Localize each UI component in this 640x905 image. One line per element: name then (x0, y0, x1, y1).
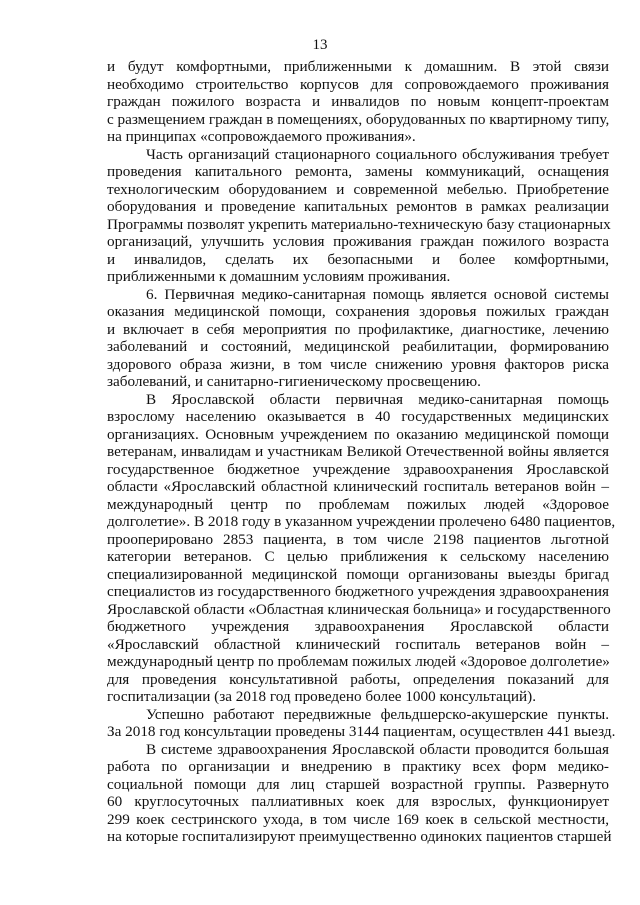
text-line: категории ветеранов. С целью приближения к сельскому населению (107, 548, 609, 565)
text-line: Ярославской области «Областная клиническая больница» и государственного (107, 600, 611, 618)
text-line: специализированной медицинской помощи организованы выезды бригад (107, 565, 609, 583)
text-line: с размещением граждан в помещениях, оборудованных по квартирному типу, (107, 110, 610, 128)
text-line: Программы позволят укрепить материально-техническую базу стационарных (107, 215, 611, 233)
text-line: технологическим оборудованием и современной мебелью. Приобретение (107, 180, 609, 198)
text-line: оборудования и проведение капитальных ремонтов в рамках реализации (107, 198, 609, 215)
text-line: госпитализации (за 2018 год проведено более 1000 консультаций). (107, 688, 537, 705)
text-line: Успешно работают передвижные фельдшерско-акушерские пункты. (146, 705, 609, 723)
paragraph (107, 146, 609, 286)
paragraph (107, 390, 616, 706)
text-line: граждан пожилого возраста и инвалидов по новым концепт-проектам (107, 93, 609, 110)
text-line: «Ярославский областной клинический госпиталь ветеранов войн – (107, 635, 609, 653)
text-line: для проведения консультативной работы, определения показаний для (107, 670, 609, 688)
text-line: на которые госпитализируют преимущественно одиноких пациентов старшей (107, 828, 612, 845)
text-line: взрослому населению оказывается в 40 государственных медицинских (107, 408, 609, 425)
text-line: В системе здравоохранения Ярославской области проводится большая (146, 740, 609, 758)
text-line: 6. Первичная медико-санитарная помощь является основой системы (146, 285, 609, 303)
text-line: В Ярославской области первичная медико-санитарная помощь (146, 390, 609, 408)
text-line: бюджетного учреждения здравоохранения Ярославской области (107, 618, 609, 635)
body-text (107, 58, 616, 846)
text-line: организациях. Основным учреждением по оказанию медицинской помощи (107, 425, 609, 443)
text-line: организаций, улучшить условия проживания граждан пожилого возраста (107, 233, 609, 250)
text-line: необходимо строительство корпусов для сопровождаемого проживания (107, 75, 609, 93)
text-line: на принципах «сопровождаемого проживания». (107, 128, 416, 145)
text-line: 60 круглосуточных паллиативных коек для взрослых, функционирует (107, 793, 609, 810)
page-number: 13 (312, 37, 328, 53)
text-line: международный центр по проблемам пожилых людей «Здоровое долголетие» (107, 653, 610, 670)
text-line: ветеранам, инвалидам и участникам Великой Отечественной войны является (107, 443, 609, 460)
text-line: государственное бюджетное учреждение здравоохранения Ярославской (107, 460, 609, 478)
text-line: и инвалидов, сделать их безопасными и более комфортными, (107, 250, 609, 268)
text-line: здорового образа жизни, в том числе снижению уровня факторов риска (107, 355, 609, 373)
paragraph (107, 58, 609, 146)
text-line: и включает в себя мероприятия по профилактике, диагностике, лечению (107, 320, 609, 338)
text-line: международный центр по проблемам пожилых людей «Здоровое (107, 495, 609, 513)
text-line: 299 коек сестринского ухода, в том числе 169 коек в сельской местности, (107, 810, 609, 828)
paragraph (107, 705, 616, 741)
text-line: и будут комфортными, приближенными к домашним. В этой связи (107, 58, 609, 75)
text-line: долголетие». В 2018 году в указанном учреждении пролечено 6480 пациентов, (107, 513, 616, 530)
text-line: За 2018 год консультации проведены 3144 пациентам, осуществлен 441 выезд. (107, 723, 616, 740)
paragraph (107, 286, 609, 391)
text-line: работа по организации и внедрению в практику всех форм медико- (107, 758, 609, 775)
text-line: оказания медицинской помощи, сохранения здоровья пожилых граждан (107, 303, 609, 320)
text-line: заболеваний, и санитарно-гигиеническому просвещению. (107, 373, 481, 390)
text-line: прооперировано 2853 пациента, в том числе 2198 пациентов льготной (107, 530, 609, 548)
text-line: области «Ярославский областной клинический госпиталь ветеранов войн – (107, 478, 609, 495)
paragraph (107, 740, 612, 846)
text-line: Часть организаций стационарного социального обслуживания требует (146, 145, 609, 163)
text-line: проведения капитального ремонта, замены коммуникаций, оснащения (107, 163, 609, 180)
text-line: специалистов из государственного бюджетного учреждения здравоохранения (107, 583, 609, 600)
text-line: заболеваний и состояний, медицинской реабилитации, формированию (107, 338, 609, 355)
text-line: социальной помощи для лиц старшей возрастной группы. Развернуто (107, 775, 609, 793)
text-line: приближенными к домашним условиям проживания. (107, 268, 451, 285)
